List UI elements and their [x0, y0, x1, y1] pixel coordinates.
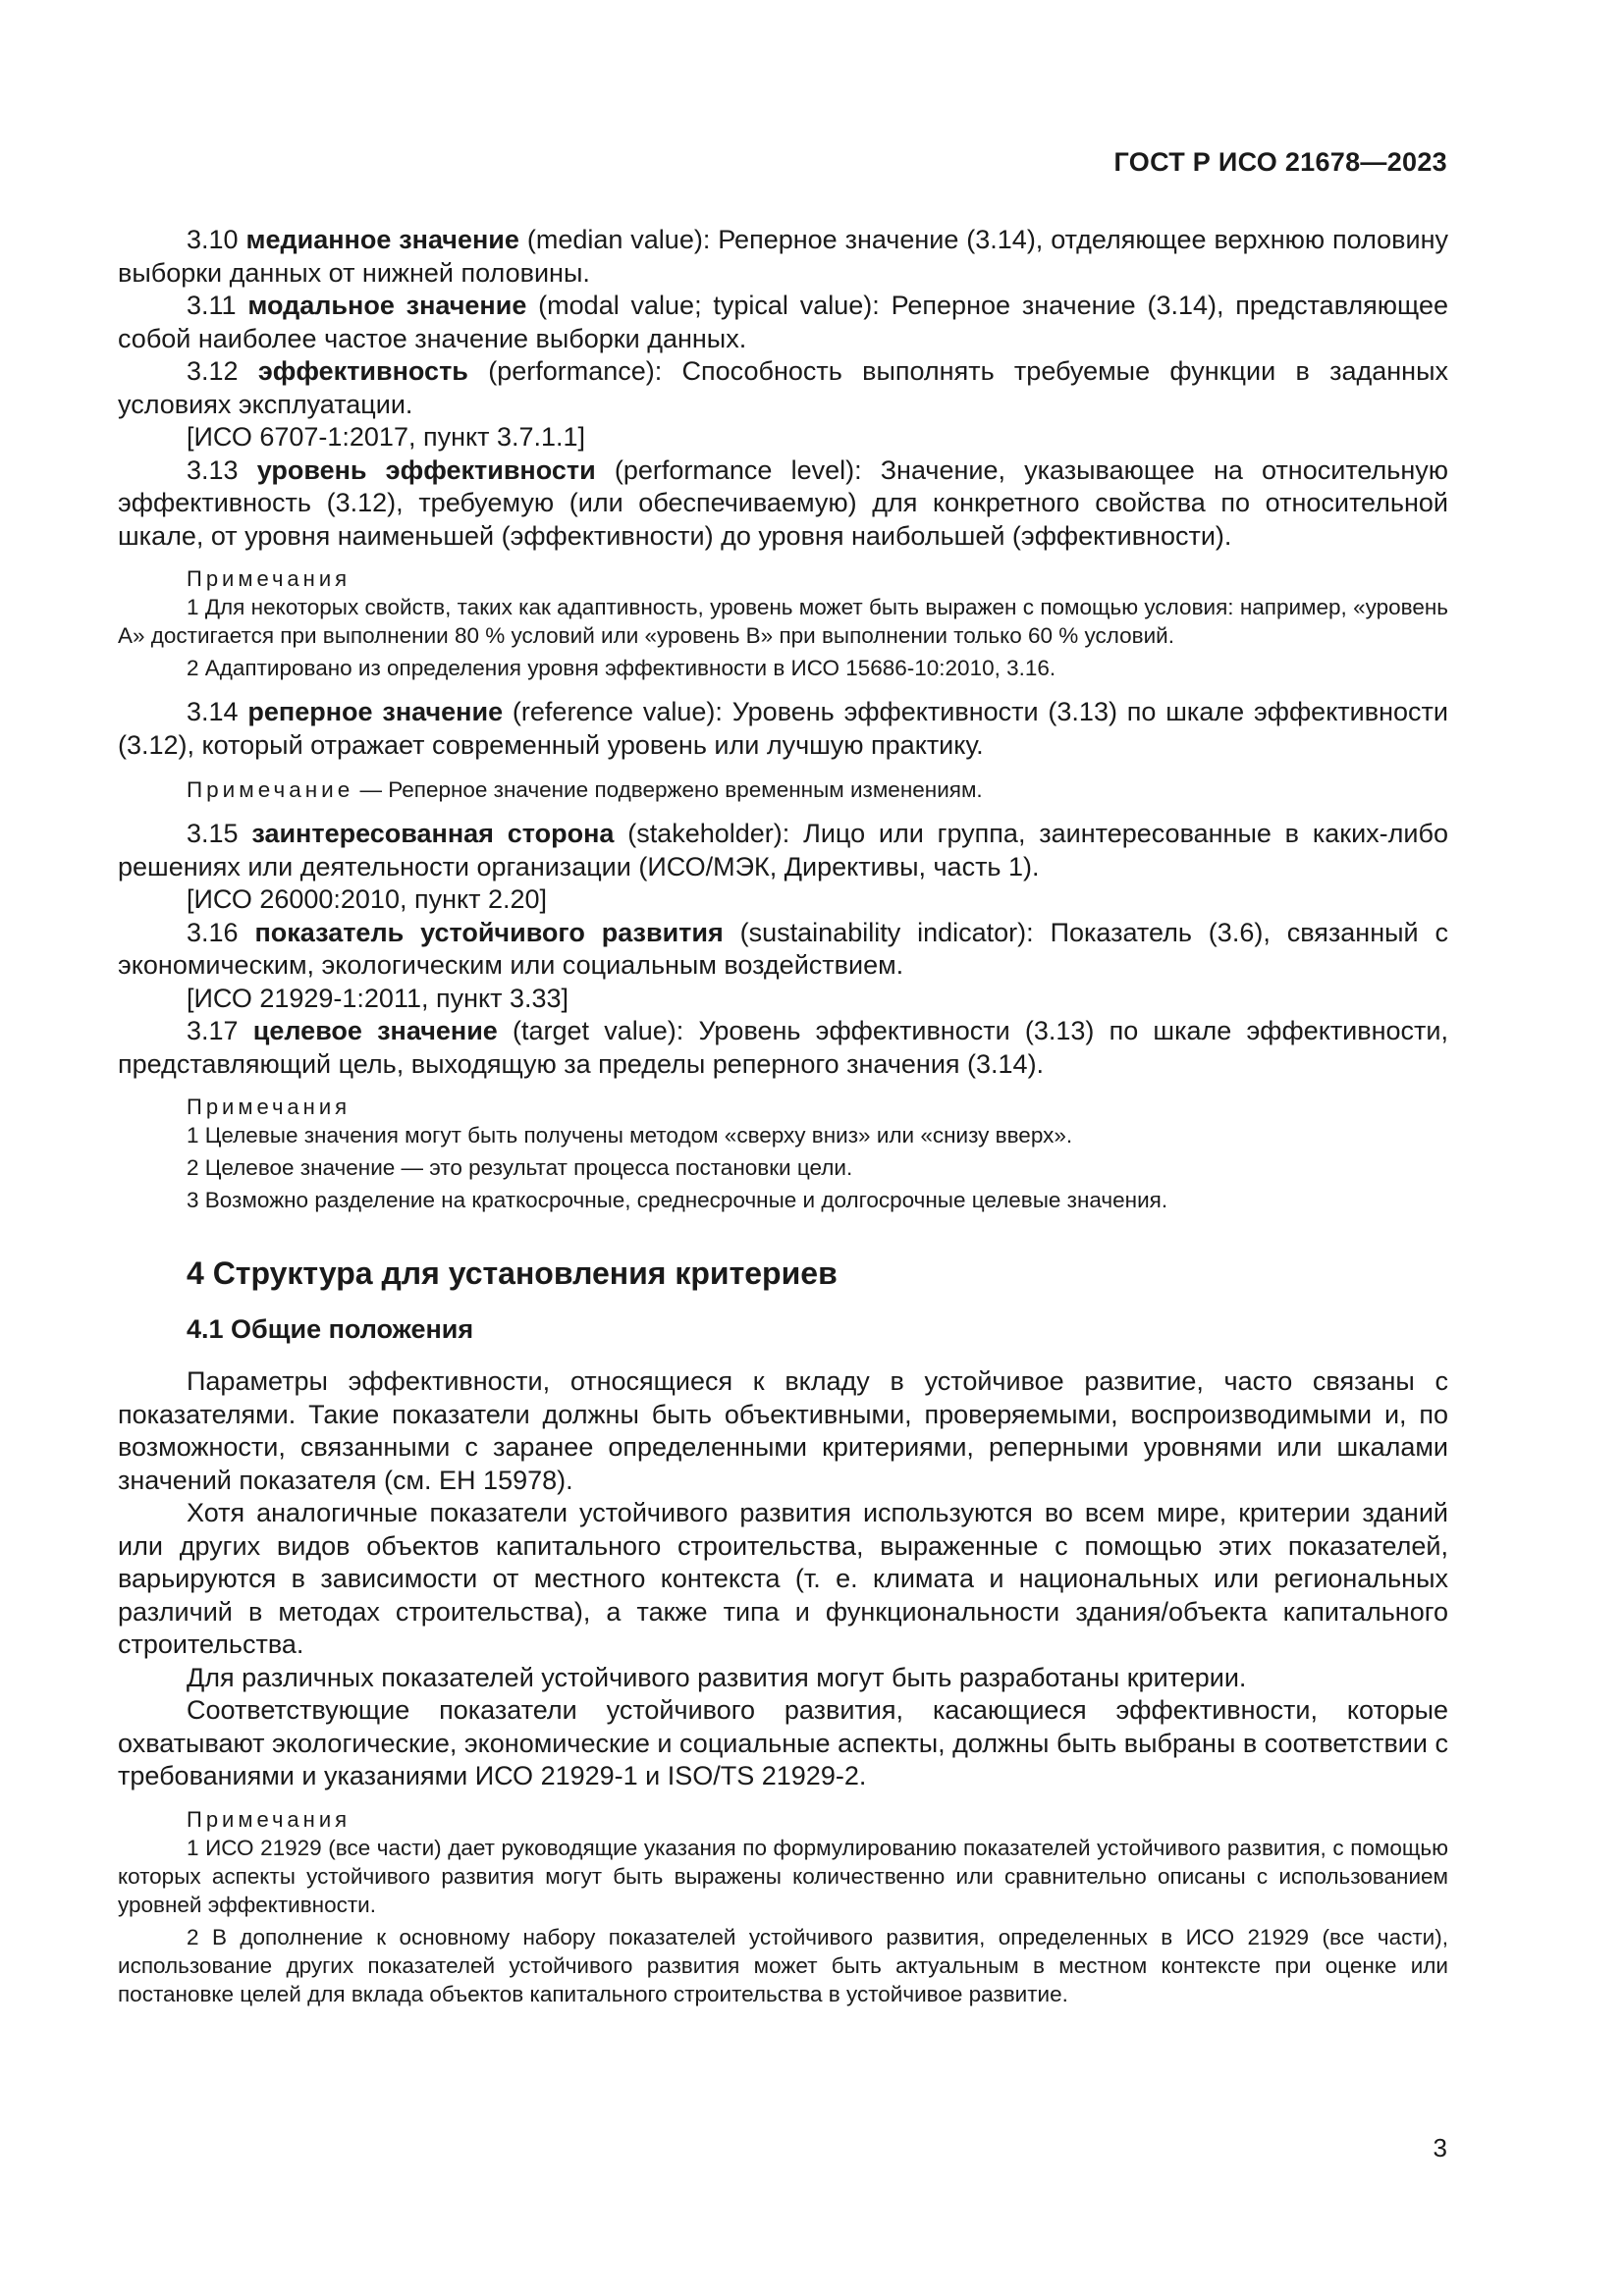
term-3-10: 3.10 медианное значение (median value): Реперное значение (3.14), отделяющее верхнюю половину выборки данных от нижней половины. — [118, 225, 1448, 288]
paragraph: Хотя аналогичные показатели устойчивого развития используются во всем мире, критерии зданий или других видов объектов капитального строительства, выраженные с помощью этих показателей, варьируются в зависимости от местного контекста (т. е. климата и национальных или региональных различий в методах строительства), а также типа и функциональности здания/объекта капитального строительства. — [118, 1498, 1448, 1659]
notes-heading: Примечания — [187, 1806, 352, 1832]
note-item: 1 Целевые значения могут быть получены методом «сверху вниз» или «снизу вверх». — [187, 1123, 1073, 1148]
term-name: показатель устойчивого развития — [254, 917, 724, 947]
term-3-13: 3.13 уровень эффективности (performance level): Значение, указывающее на относительную эффективность (3.12), требуемую (или обеспечиваемую) для конкретного свойства по относительной шкале, от уровня наименьшей (эффективности) до уровня наибольшей (эффективности). — [118, 454, 1448, 551]
paragraph: Параметры эффективности, относящиеся к вкладу в устойчивое развитие, часто связаны с показателями. Такие показатели должны быть объективными, проверяемыми, воспроизводимыми и, по возможности, связанными с заранее определенными критериями, реперными уровнями или шкалами значений показателя (см. ЕН 15978). — [118, 1366, 1448, 1495]
term-name: реперное значение — [247, 697, 504, 726]
term-name: уровень эффективности — [256, 454, 596, 485]
term-definition: (median value): Реперное значение (3.14), отделяющее верхнюю половину выборки данных от нижней половины. — [118, 225, 1448, 288]
document-content — [118, 224, 1448, 2022]
notes-block — [118, 564, 1448, 682]
subsection-title: 4.1 Общие положения — [187, 1314, 474, 1344]
term-definition: (performance level): Значение, указывающее на относительную эффективность (3.12), требуемую (или обеспечиваемую) для конкретного свойства по относительной шкале, от уровня наименьшей (эффективности) до уровня наибольшей (эффективности). — [118, 454, 1448, 551]
term-definition: (modal value; typical value): Реперное значение (3.14), представляющее собой наиболее частое значение выборки данных. — [118, 291, 1448, 353]
term-source-reference: [ИСО 21929-1:2011, пункт 3.33] — [187, 983, 569, 1013]
notes-block — [118, 1805, 1448, 2008]
term-name: заинтересованная сторона — [251, 819, 615, 848]
term-name: эффективность — [257, 356, 468, 386]
note-item: 2 В дополнение к основному набору показателей устойчивого развития, определенных в ИСО 21929 (все части), использование других показателей устойчивого развития может быть актуальным в местном контексте при оценке или постановке целей для вклада объектов капитального строительства в устойчивое развитие. — [118, 1924, 1448, 2006]
note-item: 2 Целевое значение — это результат процесса постановки цели. — [187, 1155, 853, 1180]
note-item: 1 ИСО 21929 (все части) дает руководящие указания по формулированию показателей устойчивого развития, с помощью которых аспекты устойчивого развития могут быть выражены количественно или сравнительно описаны с использованием уровней эффективности. — [118, 1835, 1448, 1917]
note-inline — [118, 775, 1448, 804]
term-3-15: 3.15 заинтересованная сторона (stakeholder): Лицо или группа, заинтересованные в каких-либо решениях или деятельности организации (ИСО/МЭК, Директивы, часть 1). — [118, 819, 1448, 881]
term-source-reference: [ИСО 26000:2010, пункт 2.20] — [187, 884, 548, 914]
note-label: Примечание — [187, 777, 354, 802]
term-3-17: 3.17 целевое значение (target value): Уровень эффективности (3.13) по шкале эффективности, представляющий цель, выходящую за пределы реперного значения (3.14). — [118, 1016, 1448, 1079]
note-text: — Реперное значение подвержено временным изменениям. — [353, 777, 983, 802]
notes-heading: Примечания — [187, 566, 352, 591]
paragraph: Для различных показателей устойчивого развития могут быть разработаны критерии. — [187, 1662, 1247, 1692]
document-id: ГОСТ Р ИСО 21678—2023 — [1113, 147, 1447, 177]
term-definition: (performance): Способность выполнять требуемые функции в заданных условиях эксплуатации. — [118, 356, 1448, 419]
notes-heading: Примечания — [187, 1095, 352, 1119]
page-number: 3 — [1433, 2133, 1447, 2163]
notes-block — [118, 1093, 1448, 1214]
term-definition: (reference value): Уровень эффективности (3.13) по шкале эффективности (3.12), который отражает современный уровень или лучшую практику. — [118, 697, 1448, 760]
term-3-14: 3.14 реперное значение (reference value): Уровень эффективности (3.13) по шкале эффективности (3.12), который отражает современный уровень или лучшую практику. — [118, 697, 1448, 760]
term-name: модальное значение — [247, 291, 527, 320]
term-3-11: 3.11 модальное значение (modal value; typical value): Реперное значение (3.14), представляющее собой наиболее частое значение выборки данных. — [118, 291, 1448, 353]
paragraph: Соответствующие показатели устойчивого развития, касающиеся эффективности, которые охватывают экологические, экономические и социальные аспекты, должны быть выбраны в соответствии с требованиями и указаниями ИСО 21929-1 и ISO/TS 21929-2. — [118, 1695, 1448, 1790]
term-name: целевое значение — [252, 1016, 498, 1045]
term-source-reference: [ИСО 6707-1:2017, пункт 3.7.1.1] — [187, 422, 586, 452]
note-item: 1 Для некоторых свойств, таких как адаптивность, уровень может быть выражен с помощью условия: например, «уровень А» достигается при выполнении 80 % условий или «уровень В» при выполнении только 60 % условий. — [118, 595, 1448, 648]
note-item: 3 Возможно разделение на краткосрочные, среднесрочные и долгосрочные целевые значения. — [187, 1188, 1168, 1212]
term-3-12: 3.12 эффективность (performance): Способность выполнять требуемые функции в заданных условиях эксплуатации. — [118, 356, 1448, 419]
term-3-16: 3.16 показатель устойчивого развития (sustainability indicator): Показатель (3.6), связанный с экономическим, экологическим или социальным воздействием. — [118, 917, 1448, 980]
section-title: 4 Структура для установления критериев — [187, 1255, 838, 1291]
term-definition: (sustainability indicator): Показатель (3.6), связанный с экономическим, экологическим или социальным воздействием. — [118, 917, 1448, 980]
note-item: 2 Адаптировано из определения уровня эффективности в ИСО 15686-10:2010, 3.16. — [187, 656, 1056, 680]
term-definition: (target value): Уровень эффективности (3.13) по шкале эффективности, представляющий цель, выходящую за пределы реперного значения (3.14). — [118, 1016, 1448, 1079]
term-name: медианное значение — [245, 225, 519, 254]
term-definition: (stakeholder): Лицо или группа, заинтересованные в каких-либо решениях или деятельности организации (ИСО/МЭК, Директивы, часть 1). — [118, 819, 1448, 881]
